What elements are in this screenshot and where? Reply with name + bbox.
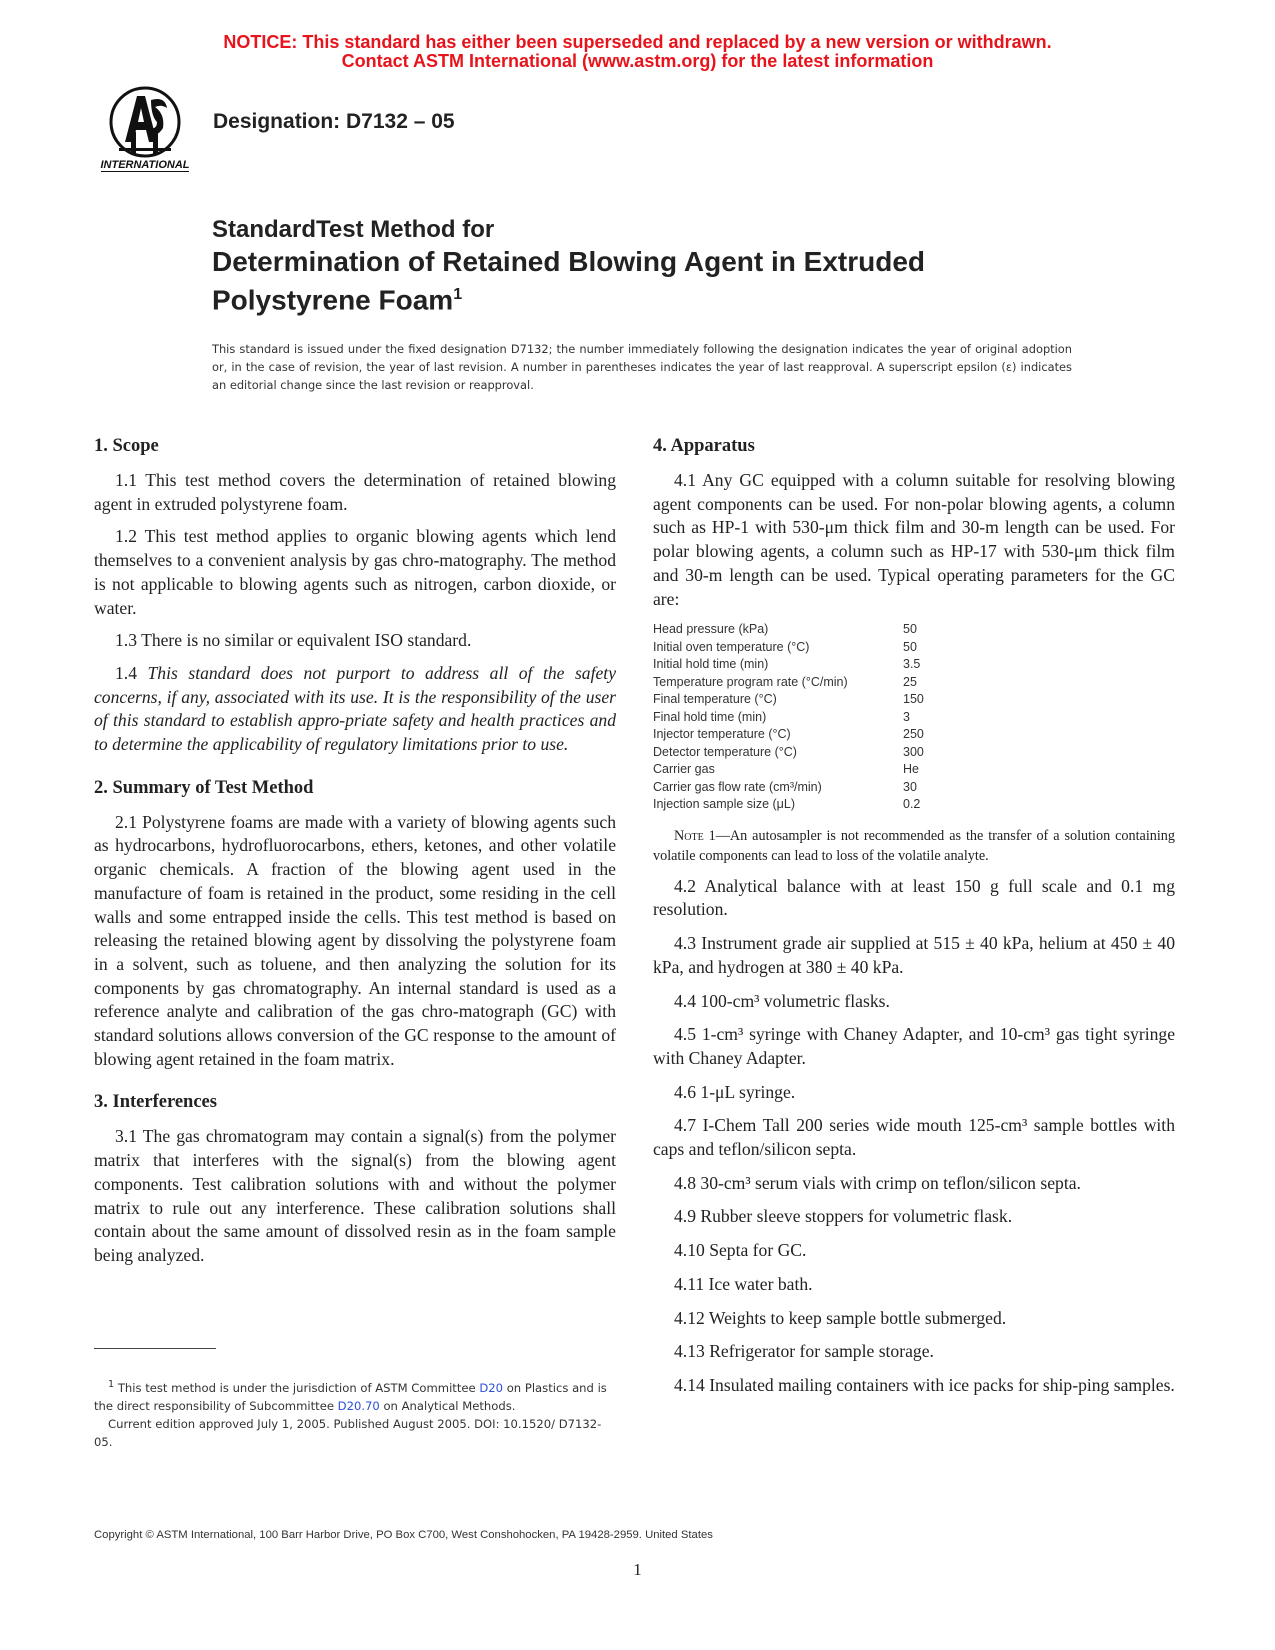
gc-parameter-name: Carrier gas flow rate (cm³/min) [653,779,822,794]
gc-parameter-value: 30 [903,779,917,794]
apparatus-item: 4.3 Instrument grade air supplied at 515 ± 40 kPa, helium at 450 ± 40 kPa, and hydrogen at 380 ± 40 kPa. [653,933,1175,977]
gc-parameter-row [653,656,1175,674]
apparatus-items [653,875,1175,1398]
footnote [94,1376,616,1451]
notice-banner [0,33,1275,71]
gc-parameter-name: Injection sample size (μL) [653,797,795,812]
note-1 [653,826,1175,866]
summary-heading: 2. Summary of Test Method [94,777,314,798]
apparatus-item: 4.13 Refrigerator for sample storage. [674,1341,934,1362]
gc-parameter-name: Final temperature (°C) [653,692,777,707]
copyright: Copyright © ASTM International, 100 Barr Harbor Drive, PO Box C700, West Conshohocken, PA 19428-2959. United States [94,1529,713,1541]
footnote-text-c: on Analytical Methods. [379,1398,516,1413]
title-footnote-mark: 1 [453,286,463,303]
gc-parameter-name: Carrier gas [653,762,715,777]
issued-statement: This standard is issued under the fixed designation D7132; the number immediately following the designation indicates the year of original adoption or, in the case of revision, the year of last revision. A number in parentheses indicates the year of last reapproval. A superscript epsilon (ε) indicates an editorial change since the last revision or reapproval. [212,342,1072,392]
gc-parameter-row [653,674,1175,692]
gc-parameter-value: 0.2 [903,797,921,812]
left-column [94,435,616,1288]
apparatus-item: 4.8 30-cm³ serum vials with crimp on teflon/silicon septa. [674,1172,1081,1193]
apparatus-item: 4.7 I-Chem Tall 200 series wide mouth 125-cm³ sample bottles with caps and teflon/silicon septa. [653,1115,1175,1160]
apparatus-4-1: 4.1 Any GC equipped with a column suitable for resolving blowing agent components can be used. For non-polar blowing agents, a column such as HP-1 with 530-μm thick film and 30-m length can be used. For polar blowing agents, a column such as HP-17 with 530-μm thick film and 30-m length can be used. Typical operating parameters for the GC are: [653,470,1175,609]
apparatus-item: 4.12 Weights to keep sample bottle submerged. [674,1307,1007,1328]
scope-1-1: 1.1 This test method covers the determination of retained blowing agent in extruded polystyrene foam. [94,470,616,514]
footnote-1 [94,1376,616,1415]
apparatus-heading: 4. Apparatus [653,436,755,456]
gc-parameter-value: 150 [903,692,924,707]
footnote-mark: 1 [108,1379,115,1390]
title-block [212,215,1112,316]
gc-parameter-row [653,744,1175,762]
gc-parameter-value: 25 [903,674,917,689]
apparatus-item: 4.2 Analytical balance with at least 150 g full scale and 0.1 mg resolution. [653,875,1175,920]
gc-parameter-name: Detector temperature (°C) [653,744,797,759]
committee-link[interactable]: D20 [479,1380,504,1395]
title-pre: StandardTest Method for [212,216,495,243]
apparatus-item: 4.4 100-cm³ volumetric flasks. [674,990,890,1011]
gc-parameter-name: Temperature program rate (°C/min) [653,674,848,689]
gc-parameter-row [653,691,1175,709]
subcommittee-link[interactable]: D20.70 [337,1398,380,1413]
designation: Designation: D7132 – 05 [213,110,455,133]
apparatus-item: 4.5 1-cm³ syringe with Chaney Adapter, and 10-cm³ gas tight syringe with Chaney Adapter. [653,1024,1175,1068]
apparatus-item: 4.11 Ice water bath. [674,1273,813,1294]
apparatus-item: 4.14 Insulated mailing containers with ice packs for ship-ping samples. [674,1374,1175,1395]
scope-heading: 1. Scope [94,436,159,456]
gc-parameter-value: 50 [903,639,917,654]
footnote-text-b: on Plastics and is the direct responsibility of Subcommittee [94,1380,607,1413]
note-1-label: Note 1 [674,827,716,844]
interferences-3-1: 3.1 The gas chromatogram may contain a signal(s) from the polymer matrix that interferes with the signal(s) from the blowing agent components. Test calibration solutions with and without the polymer matrix to rule out any interference. These calibration solutions shall contain about the same amount of dissolved resin as in the foam sample being analyzed. [94,1126,616,1265]
apparatus-item: 4.6 1-μL syringe. [674,1081,796,1102]
gc-parameter-row [653,796,1175,814]
gc-parameter-row [653,639,1175,657]
gc-parameter-row [653,726,1175,744]
gc-parameter-name: Initial hold time (min) [653,657,769,672]
scope-1-4-num: 1.4 [115,662,148,683]
title-line-2-text: Polystyrene Foam [212,284,454,316]
gc-parameter-row [653,761,1175,779]
title-line-1: Determination of Retained Blowing Agent in Extruded [212,246,925,277]
gc-parameter-value: He [903,762,919,777]
gc-parameter-value: 250 [903,727,924,742]
interferences-heading: 3. Interferences [94,1092,217,1113]
gc-parameter-name: Initial oven temperature (°C) [653,639,810,654]
apparatus-item: 4.9 Rubber sleeve stoppers for volumetric flask. [674,1206,1013,1227]
gc-parameter-name: Injector temperature (°C) [653,727,791,742]
section-scope [94,435,616,757]
gc-parameter-row [653,779,1175,797]
gc-parameter-name: Final hold time (min) [653,709,767,724]
title-line-2 [212,278,1112,316]
right-column [653,435,1175,1408]
scope-1-2: 1.2 This test method applies to organic blowing agents which lend themselves to a convenient analysis by gas chro-matography. The method is not applicable to blowing agents such as nitrogen, carbon dioxide, or water. [94,526,616,618]
scope-1-4 [94,662,616,757]
footnote-edition: Current edition approved July 1, 2005. Published August 2005. DOI: 10.1520/ D7132-05. [94,1416,602,1449]
scope-1-4-text: This standard does not purport to address all of the safety concerns, if any, associated with its use. It is the responsibility of the user of this standard to establish appro-priate safety and health practices and to determine the applicability of regulatory limitations prior to use. [94,662,616,755]
footnote-rule [94,1348,216,1349]
section-summary [94,777,616,1072]
apparatus-item: 4.10 Septa for GC. [674,1240,807,1261]
gc-parameter-row [653,709,1175,727]
note-1-text: —An autosampler is not recommended as the transfer of a solution containing volatile components can lead to loss of the volatile analyte. [653,827,1175,864]
gc-parameter-value: 3 [903,709,910,724]
summary-2-1: 2.1 Polystyrene foams are made with a variety of blowing agents such as hydrocarbons, hydrofluorocarbons, ethers, ketones, and other volatile organic chemicals. A fraction of the blowing agent used in the manufacture of foam is retained in the product, some residing in the cell walls and some entrapped inside the cells. This test method is based on releasing the retained blowing agent by dissolving the polystyrene foam in a solvent, such as toluene, and then analyzing the solution for its components by gas chromatography. An internal standard is used as a reference analyte and calibration of the gas chro-matograph (GC) with standard solutions allows conversion of the GC response to the amount of blowing agent retained in the foam matrix. [94,811,616,1069]
footnote-text-a: This test method is under the jurisdiction of ASTM Committee [114,1380,480,1395]
astm-logo [95,82,195,182]
gc-parameter-name: Head pressure (kPa) [653,622,769,637]
page-number: 1 [633,1560,642,1579]
notice-line-2: Contact ASTM International (www.astm.org) for the latest information [341,51,934,71]
gc-parameter-row [653,621,1175,639]
logo-caption: INTERNATIONAL [100,159,190,171]
gc-parameter-value: 300 [903,744,924,759]
scope-1-3: 1.3 There is no similar or equivalent ISO standard. [115,630,472,651]
section-interferences [94,1091,616,1267]
gc-parameters-table [653,621,1175,814]
gc-parameter-value: 3.5 [903,657,921,672]
notice-line-1: NOTICE: This standard has either been superseded and replaced by a new version or withdrawn. [223,32,1052,52]
gc-parameter-value: 50 [903,622,917,637]
